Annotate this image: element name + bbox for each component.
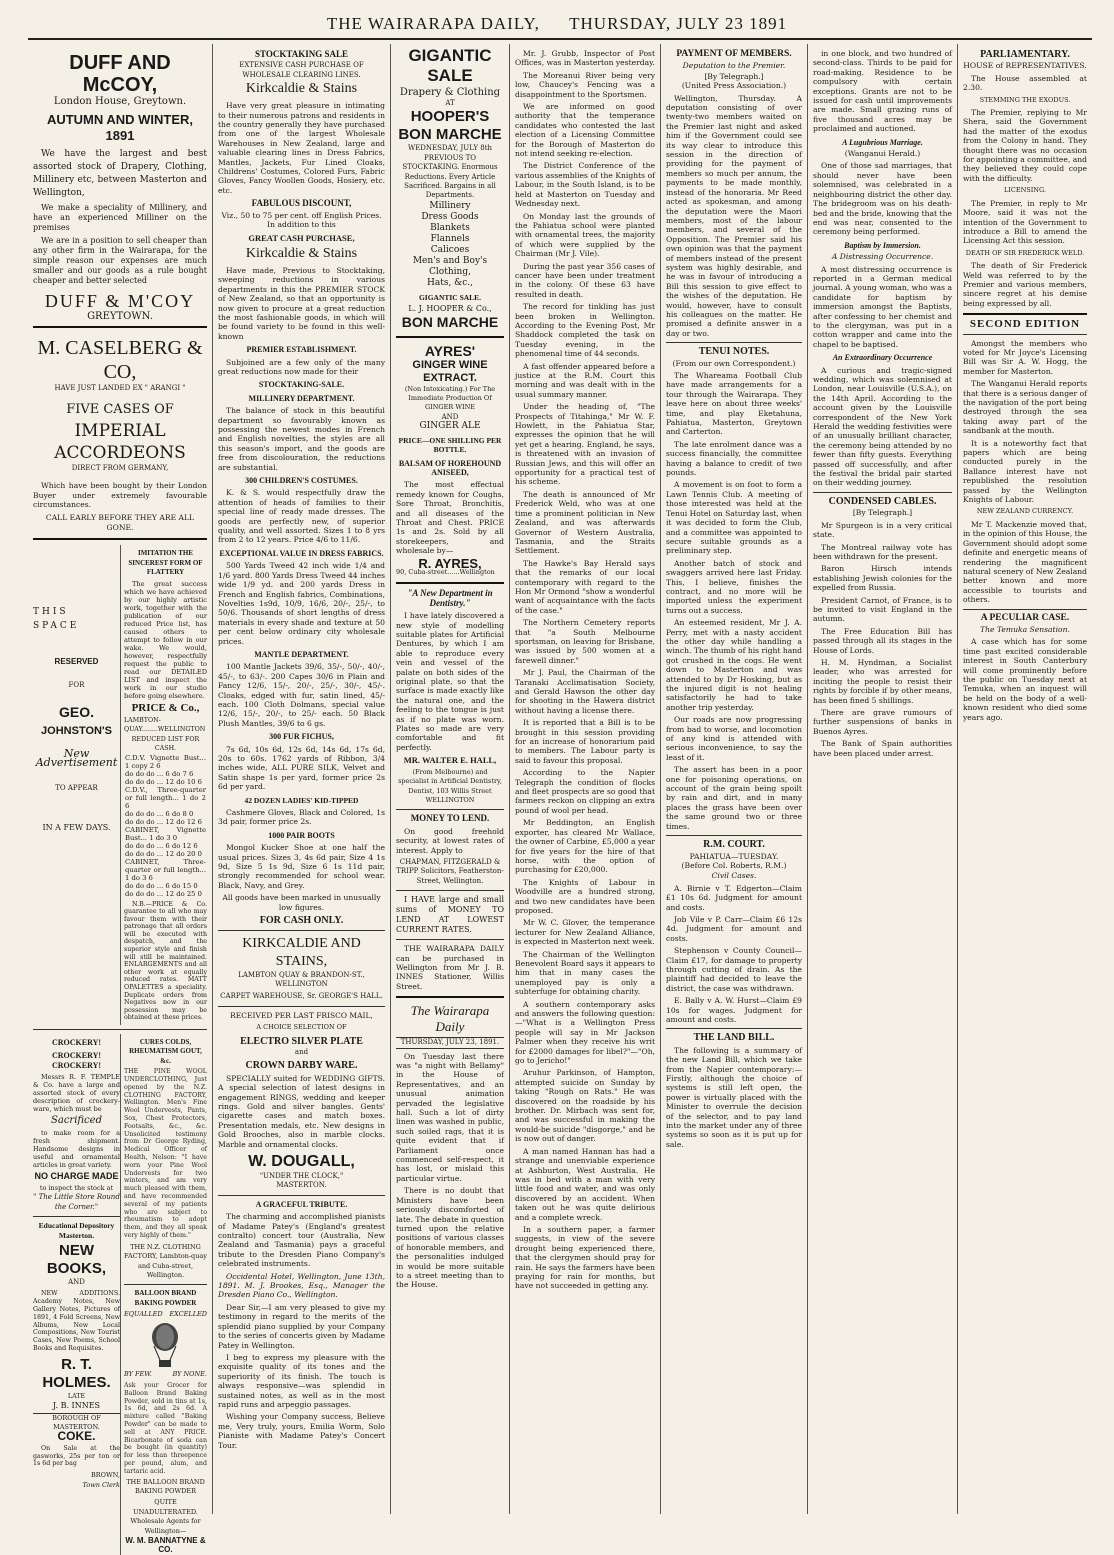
divider — [396, 582, 504, 584]
land-bill-title: THE LAND BILL. — [693, 1032, 775, 1044]
balloon-bottom: THE BALLOON BRAND BAKING POWDER — [126, 1477, 205, 1495]
stocktaking-title: STOCKTAKING SALE — [255, 49, 348, 59]
ginger-sub: (Non Intoxicating.) For The Immediate Production Of GINGER WINE — [404, 384, 496, 412]
kirkcaldie-paragraph-1: Have very great pleasure in intimating to their numerous patrons and residents in the country generally they have purchased from one of the largest Wholesale Warehouses in New Zealand, large and valuable clearing lines in Dress Fabrics, Mantles, Jackets, Fur Lined Cloaks, Childrens' Costumes, Colored Furs, Fabric Gloves, Fancy Woollen Goods, Hosiery, etc. etc. — [218, 101, 385, 195]
balsam-paragraph: The most effectual remedy known for Coughs, Sore Throat, Bronchitis, and all diseases of the Throat and Chest. PRICE 1s and 2s. Sold by all storekeepers, and wholesale by— — [396, 480, 504, 556]
tenui-paragraph: Another batch of stock and swaggers arrived here last Friday. This, I believe, finishes the contract, and no more will be imported unless the experiment turns out a success. — [666, 558, 802, 615]
space-days: IN A FEW DAYS. — [42, 823, 111, 833]
news-paragraph: During the past year 356 cases of cancer have been under treatment in the colony. Of these 63 have resulted in death. — [515, 261, 655, 299]
price-row: do do do ... 12 do 20 0 — [124, 849, 202, 858]
price-row: do do do ... 6 do 7 6 — [124, 769, 194, 778]
price-nb: N.B.—PRICE & Co. guarantee to all who may favour them with their patronage that all orders will be executed with despatch, and the superior style and finish will still be maintained. ENLARGEMENTS and all other work at equally reduced rates. MATT OPALETTES a speciality. Duplicate orders from Negatives now in our possession may be obtained at these prices. — [123, 900, 207, 1022]
all-goods: All goods have been marked in unusually low figures. — [222, 893, 381, 912]
price-address: LAMBTON-QUAY........WELLINGTON — [123, 716, 206, 734]
edu-new-books: NEW BOOKS, — [46, 1242, 107, 1278]
news-paragraph: Under the heading of, "The Prospects of Titahinga," Mr W. F. Howlett, in the Pahiatua Star, expresses the opinion that he will yet get a hearing. England, he says, is threatened with an invasion of Russian Jews, and this will offer an opportunity for a practical test of his scheme. — [515, 402, 655, 487]
dentist-paragraph: I have lately discovered a new style of modelling suitable plates for Artificial Dentures, by which I am able to reproduce every vein and vessel of the palate on both sides of the original plate, so that the surface is made exactly like the natural one, and the feeling to the tongue is just as if no plate was worn. Plates so made are very comfortable and fit perfectly. — [396, 611, 504, 752]
balloon-paragraph: Ask your Grocer for Balloon Brand Baking Powder, sold in tins at 1s, 1s 6d, and 2s 6d. A mixture called "Baking Powder" can be made to sell at ANY PRICE. Bicarbonate of soda can be bought (in quantity) for less than threepence per pound, alum, and tartaric acid. — [123, 1382, 207, 1475]
caselberg-subtitle: HAVE JUST LANDED EX " ARANGI " — [54, 384, 186, 393]
news-paragraph: Aruhur Parkinson, of Hampton, attempted suicide on Sunday by taking "Rough on Rats." He was discovered on the roadside by his brother. Dr. Mirbach was sent for, and was successful in making the would-be suicide "disgorge," and he is now out of danger. — [515, 1068, 655, 1144]
news-paragraph: The Hawke's Bay Herald says that the remarks of our local contemporary with regard to the Hon Mr Ormond "show a wonderful want of acquaintance with the facts of the case." — [515, 558, 655, 615]
second-paragraph: It is a noteworthy fact that papers which are being conducted purely in the Ballance interest have not republished the resolution passed by the Wellington Knights of Labour. — [963, 438, 1087, 505]
price-row: CABINET, Vignette Bust... 1 do 3 0 — [124, 825, 206, 842]
duff-subtitle: London House, Greytown. — [53, 96, 187, 107]
children-title: 300 CHILDREN'S COSTUMES. — [245, 476, 358, 486]
column-7 — [958, 44, 1092, 1514]
caselberg-title: M. CASELBERG & CO, — [37, 337, 203, 384]
condensed-item: Mr Spurgeon is in a very critical state. — [813, 520, 952, 540]
nz-title: NEW ZEALAND CURRENCY. — [976, 507, 1074, 516]
gigantic-drapery: Drapery & Clothing — [399, 87, 501, 98]
balloon-title: BALLOON BRAND BAKING POWDER — [134, 1289, 197, 1307]
caselberg-call: CALL EARLY BEFORE THEY ARE ALL GONE. — [45, 513, 195, 532]
divider — [218, 1195, 385, 1196]
divider — [963, 334, 1087, 335]
money-paragraph: On good freehold security, at lowest rates of interest. Apply to — [396, 826, 504, 855]
kirkcaldie-address: LAMBTON QUAY & BRANDON-ST., WELLINGTON — [238, 970, 365, 988]
wd-date: THURSDAY, JULY 23, 1891. — [396, 1037, 504, 1048]
tribute-title: A GRACEFUL TRIBUTE. — [255, 1199, 348, 1209]
baptism-sub: A Distressing Occurrence. — [831, 252, 934, 262]
peculiar-paragraph: A case which has for some time past excited considerable interest in South Canterbury will come prominently before the public on Tuesday next at Temuka, when an inquest will be held on the body of a well-known resident who died some years ago. — [963, 637, 1087, 722]
hall-subtitle: (From Melbourne) and specialist in Artificial Dentistry, Dentist, 103 Willis Street WELLINGTON — [398, 767, 502, 804]
imitation-title: IMITATION THE SINCEREST FORM OF FLATTERY — [128, 549, 203, 577]
cash-only: FOR CASH ONLY. — [259, 915, 344, 927]
column-3 — [391, 44, 510, 1514]
condensed-title: CONDENSED CABLES. — [828, 495, 937, 507]
baptism-title: Baptism by Immersion. — [844, 240, 921, 250]
crockery-sacrificed: Sacrificed — [51, 1115, 102, 1127]
condensed-item: There are grave rumours of further suspensions of banks in Buenos Ayres. — [813, 708, 952, 736]
column-6 — [808, 44, 958, 1514]
wd-paragraph: THE WAIRARAPA DAILY can be purchased in Wellington from Mr J. B. INNES Stationer, Willis Street. — [396, 944, 504, 991]
borough-title: BOROUGH OF MASTERTON. — [33, 1413, 120, 1433]
death-title: DEATH OF SIR FREDERICK WELD. — [965, 248, 1085, 257]
editorial-paragraph-1: On Tuesday last there was "a night with Bellamy" in the House of Representatives, and an unusual animation pervaded the legislative hall. Such a lot of dirty linen was washed in public, such soiled rags, that it is quite evident that if Parliament once commenced self-respect, it has lost, or mislaid this particular virtue. — [396, 1051, 504, 1183]
price-row: C.D.V., Three-quarter or full length... 1 do 2 6 — [124, 785, 206, 810]
millinery-title: MILLINERY DEPARTMENT. — [248, 393, 355, 403]
tenui-paragraph: An esteemed resident, Mr J. A. Perry, met with a nasty accident the other day while handling a winch. The thumb of his right hand got crushed in the cogs. He went down to Masterton and was attended to by Dr Hosking, but as the injured digit is not healing satisfactorily he had to take another trip yesterday. — [666, 618, 802, 712]
ginger-price: PRICE—ONE SHILLING PER BOTTLE. — [398, 435, 502, 455]
duff-paragraph-3: We are in a position to sell cheaper than any other firm in the Wairarapa, for the simple reason our expenses are much smaller and our goods as a rule bought cheaper and better selected — [33, 236, 207, 285]
kirkcaldie-title-2: Kirkcaldie & Stains — [245, 245, 358, 261]
electro-silver: ELECTRO SILVER PLATE — [240, 1035, 363, 1047]
licensing-paragraph: The Premier, in reply to Mr Moore, said it was not the intention of the Government to introduce a Bill to amend the Licensing Act this session. — [963, 198, 1087, 246]
subjoined-paragraph: Subjoined are a few only of the many great reductions now made for their — [218, 357, 385, 376]
rm-court-sub: PAHIATUA—TUESDAY. — [689, 851, 779, 861]
dougall-name: W. DOUGALL, — [248, 1153, 355, 1170]
cures-title: CURES COLDS, RHEUMATISM GOUT, &c. — [129, 1038, 202, 1065]
payment-paragraph: Wellington, Thursday. A deputation consisting of over twenty-two members waited on the Premier last night and asked him if the Government could see its way clear to introduce this session in the direction of providing for the payment of members so much per annum, the payments to be made monthly, instead of the honoraria. Mr Reed acted as spokesman, and among the deputation were the Maori members, most of the labour members, and several of the Opposition. The Premier said his own opinion was that the payment of members instead of the present system was highly desirable, and he was in favour of introducing a Bill this session to give effect to the wishes of the deputation. He would, however, have to consult his colleagues on the matter. He promised a definite answer in a day or two. — [666, 93, 802, 338]
parliament-sub: HOUSE of REPRESENTATIVES. — [963, 61, 1087, 71]
price-list-title: REDUCED LIST FOR CASH. — [131, 735, 200, 753]
land-bill-paragraph: The following is a summary of the new Land Bill, which we take from the Napier contemporary:—Firstly, although the choice of systems is still left open, the power is virtually placed with the Minister to overrule the decision of the selector, and to pay land into the market under any of three systems so soon as it is put up for sale. — [666, 1045, 802, 1149]
news-paragraph: A fast offender appeared before a justice at the R.M. Court this morning and was dealt with in the usual summary manner. — [515, 361, 655, 399]
column-2 — [213, 44, 391, 1514]
condensed-by: [By Telegraph.] — [852, 508, 913, 518]
received-frisco: RECEIVED PER LAST FRISCO MAIL, — [230, 1010, 373, 1020]
news-paragraph: The record for tinkling has just been broken in Wellington. According to the Evening Post, Mr Shaddock completed the task on Tuesday evening, in the phenomenal time of 44 seconds. — [515, 302, 655, 359]
space-appear: TO APPEAR — [55, 783, 98, 792]
parliament-paragraph: The House assembled at 2.30. — [963, 73, 1087, 93]
caselberg-imperial: IMPERIAL ACCORDEONS — [54, 420, 186, 463]
tenui-paragraph: A movement is on foot to form a Lawn Tennis Club. A meeting of those interested was held at the Tenui Hotel on Saturday last, when it was decided to form the Club, and a committee was appointed to secure suitable grounds as a preliminary step. — [666, 480, 802, 556]
stemming-title: STEMMING THE EXODUS. — [979, 95, 1071, 104]
coke-brown: BROWN, — [90, 1471, 120, 1480]
divider — [218, 1006, 385, 1007]
tribute-paragraph-4: I beg to express my pleasure with the exquisite quality of its tones and the superiority of its finish. The touch is always responsive—was splendid in sustained notes, as well as in the most rapid runs and arpeggio passages. — [218, 1352, 385, 1409]
price-row: CABINET, Three-quarter or full length... 1 do 3 6 — [124, 857, 206, 882]
hooper-title: HOOPER'S — [410, 108, 490, 126]
news-paragraph: The District Conference of the various assemblies of the Knights of Labour, in the South Island, is to be held at Masterton on Tuesday and Wednesday next. — [515, 161, 655, 209]
edu-paragraph: NEW ADDITIONS. Academy Notes, New Gallery Notes, Pictures of 1891, 4 Fold Screens, New Albums, New Local Compositions, New Tourist Cases, New Poems, School Books and Requisites. — [33, 1290, 120, 1353]
divider — [813, 492, 952, 493]
news-paragraph: Mr J. Paul, the Chairman of the Taranaki Acclimatisation Society, and Gerald Hawson the other day for shooting in the Hawera district without having a license there. — [515, 668, 655, 715]
cures-paragraph: THE PINE WOOL UNDERCLOTHING, Just opened by the N.Z. CLOTHING FACTORY, Wellington. Men's Fine Wool Undervests, Pants, Sox, Chest Protectors, Footsalts, &c., &c. Unsolicited testimony from Dr George Ryding, Medical Officer of Health, Nelson: "I have worn your Pine Wool Undervests for two winters, and am very much pleased with them, and have recommended several of my patients who are subject to rheumatism to adopt them, and they all speak very highly of them." — [123, 1068, 207, 1239]
price-row: do do do ... 12 do 10 6 — [124, 777, 202, 786]
price-row: C.D.V. Vignette Bust... 1 copy 2 6 — [124, 753, 206, 770]
news-paragraph: A southern contemporary asks and answers the following question:—"What is a Wellington Press people will say in Mr Jackson Palmer when they receive his writ for £2000 damages for libel?"—"Oh, go to Jericho!" — [515, 999, 655, 1066]
price-row: do do do ... 6 do 8 0 — [124, 809, 194, 818]
news-paragraph: On Monday last the grounds of the Pahiatua school were planted with ornamental trees, the majority of which were supplied by the Chairman (Mr J. Vile). — [515, 211, 655, 259]
rm-court-case: E. Bally v A. W. Hurst—Claim £9 10s for wages. Judgment for amount and costs. — [666, 996, 802, 1024]
tribute-paragraph-1: The charming and accomplished pianists of Madame Patey's (England's greatest contralto) concert tour (Australia, New Zealand and Tasmania) pays a graceful tribute to the Dresden Piano Company's celebrated instruments. — [218, 1212, 385, 1269]
gigantic-paragraph: WEDNESDAY, JULY 8th PREVIOUS TO STOCKTAKING. Enormous Reductions. Every Article Sacrificed. Bargains in all Departments. — [402, 144, 498, 200]
mantle-paragraph: 100 Mantle Jackets 39/6, 35/-, 50/-, 40/-, 45/-, to 63/-. 200 Capes 30/6 in Plain and Fancy 12/6, 15/-, 20/-, 25/-, 30/-, 45/-. Cloaks, edged with fur, satin lined, 45/- each. 100 Cloth Dolmans, special value 12/6, 15/-, 20/-, to 25/- each. 50 Black Plush Mantles, 39/6 to 6 gs. — [218, 662, 385, 728]
divider — [218, 930, 385, 931]
tenui-title: TENUI NOTES. — [698, 346, 770, 358]
electro-and: and — [294, 1047, 309, 1056]
kid-paragraph: Cashmere Gloves, Black and Colored, 1s 3d pair, former price 2s. — [218, 808, 385, 827]
divider — [666, 342, 802, 343]
condensed-item: The Bank of Spain authorities have been placed under arrest. — [813, 739, 952, 758]
price-row: do do do ... 6 do 15 0 — [124, 881, 198, 890]
news-paragraph: In a southern paper, a farmer suggests, in view of the severe drought being experienced there, that the clergymen should pray for rain. He says the farmers have been praying for rain for months, but have not succeeded in getting any. — [515, 1224, 655, 1291]
parliament-paragraph: The Premier, replying to Mr Shera, said the Government had the matter of the exodus from the Colony in hand. They thought there was no occasion for appointing a committee, and they believed they could cope with the difficulty. — [963, 108, 1088, 183]
payment-title: PAYMENT OF MEMBERS. — [676, 49, 792, 59]
price-title: PRICE & Co., — [131, 702, 200, 715]
crown-darby: CROWN DARBY WARE. — [245, 1060, 358, 1072]
news-paragraph: It is reported that a Bill is to be brought in this session providing for an increase of honorarium paid to members. The Labour party is said to favour this proposal. — [515, 718, 655, 765]
tenui-paragraph: Our roads are now progressing from bad to worse, and locomotion of any kind is attended with serious inconvenience, to say the least of it. — [666, 715, 802, 762]
gigantic-sale: GIGANTIC SALE. — [418, 292, 482, 302]
gigantic-item: Millinery — [429, 200, 471, 211]
children-paragraph: K. & S. would respectfully draw the attention of heads of families to their special line of ready made dresses. The goods are perfectly new, of superior quality, and well assorted. Sizes 1 to 8 yrs from 2 to 12 years. Price 4/6 to 11/6. — [218, 488, 385, 545]
news-paragraph: The Knights of Labour in Woodville are a hundred strong, and two new candidates have been proposed. — [515, 877, 655, 915]
gigantic-at: AT — [445, 99, 455, 107]
great-cash: GREAT CASH PURCHASE, — [248, 232, 355, 243]
gigantic-item: Flannels — [430, 233, 470, 244]
tenui-subtitle: (From our own Correspondent.) — [672, 358, 796, 368]
news-paragraph: The Moreanui River being very low, Chaucey's Fencing was a disappointment to the Sportsmen. — [515, 70, 655, 99]
kirkcaldie-title-1: Kirkcaldie & Stains — [245, 81, 358, 97]
news-paragraph: The Chairman of the Wellington Benevolent Board says it appears to him that in many cases the unemployed pay is only a subterfuge for obtaining charity. — [515, 949, 655, 997]
bon-marche-2: BON MARCHE — [401, 313, 499, 330]
price-table — [124, 754, 207, 898]
gigantic-item: Dress Goods — [421, 211, 479, 222]
tribute-sign: Wishing your Company success, Believe me, Very truly, yours, Emilia Worm, Solo Pianiste with Madame Patey's Concert Tour. — [218, 1412, 385, 1450]
space-johnston: JOHNSTON'S — [41, 725, 112, 738]
nz-paragraph: Mr T. Mackenzie moved that, in the opinion of this House, the Government should adopt some definite and energetic means of rendering the magnificent natural scenery of New Zealand better known and more accessible to tourists and others. — [963, 519, 1087, 605]
crockery-paragraph: Messrs R. F. TEMPLE & Co. have a large and assorted stock of every description of crockery-ware, which must be — [33, 1073, 120, 1114]
crockery-store: " The Little Store Round the Corner." — [33, 1193, 120, 1211]
dougall-town: MASTERTON. — [276, 1181, 327, 1190]
duff-paragraph-2: We make a speciality of Millinery, and have an experienced Milliner on the premises — [33, 203, 207, 232]
space-this: THIS SPACE — [33, 607, 80, 632]
lugubrious-paragraph: One of those sad marriages, that should never have been solemnised, was celebrated in a neighbouring district the other day. The bridegroom was on his death-bed and the bride, knowing that the end was near, consented to the ceremony being performed. — [813, 161, 952, 237]
condensed-item: President Carnot, of France, is to be invited to visit England in the autumn. — [813, 595, 952, 624]
special-paragraph: SPECIALLY suited for WEDDING GIFTS. A special selection of latest designs in engagement RINGS, wedding and keeper rings. Gold and silver bangles. Gents' cigarette cases and match boxes. Presentation medals, etc. New designs in Gold Brooches, also in marble clocks. Marble and ornamental clocks. — [218, 1073, 385, 1149]
chapman: CHAPMAN, FITZGERALD & TRIPP Solicitors, Featherston-Street, Wellington. — [396, 857, 504, 885]
crockery-no-charge: NO CHARGE MADE — [34, 1170, 119, 1181]
duff-town: GREYTOWN. — [87, 311, 153, 322]
space-reserved: RESERVED — [54, 657, 99, 667]
news-paragraph: We are informed on good authority that the temperance candidates who contested the last election of a Licensing Committee for the Borough of Masterton do not intend seeking re-election. — [515, 102, 655, 159]
payment-subtitle: Deputation to the Premier. — [682, 61, 786, 71]
imitation-paragraph: The great success which we have achieved by our highly artistic work, together with the publication of our reduced Price list, has caused others to attempt to follow in our wake. We would, however, respectfully request the public to read our DETAILED LIST and inspect the work in our studio before going elsewhere. — [123, 580, 207, 701]
news-paragraph: The Northern Cemetery reports that "a South Melbourne sportsman, on leaving for Brisbane, was issued by 500 women at a farewell dinner." — [515, 618, 655, 665]
carpet-warehouse: CARPET WAREHOUSE, Sr. GEORGE'S HALL. — [220, 992, 383, 1001]
balloon-bannatyne: W. M. BANNATYNE & CO. — [125, 1536, 206, 1555]
crockery-title-2: CROCKERY! CROCKERY! — [51, 1051, 102, 1070]
space-geo: GEO. — [58, 704, 94, 721]
parliament-title: PARLIAMENTARY. — [980, 49, 1070, 60]
gigantic-item: Hats, &c., — [427, 277, 473, 288]
second-paragraph: Amongst the members who voted for Mr Joyce's Licensing Bill was Sir A. W. Hogg, the member for Masterton. — [963, 338, 1087, 376]
ginger-ale: GINGER ALE — [419, 421, 481, 432]
news-paragraph: According to the Napier Telegraph the condition of flocks and fleet prospects are so good that farmers reckon on clipping an extra pound of wool per head. — [515, 768, 655, 815]
crockery-paragraph-2: to make room for a fresh shipment. Handsome designs in useful and ornamental articles in great variety. — [33, 1128, 120, 1169]
bon-marche-title: BON MARCHE — [398, 126, 502, 144]
premier-title: PREMIER ESTABLISHMENT. — [246, 345, 357, 355]
ayres-address: 90, Cuba-street......Wellington — [396, 567, 495, 576]
balloon-row: EQUALLED EXCELLED — [123, 1310, 207, 1319]
kirkcaldie-paragraph-2: Have made, Previous to Stocktaking, sweeping reductions in various departments in this the PREMIER STOCK of New Zealand, so that an opportunity is now given to procure at a great reduction the most fashionable goods, in which will be found variety to be found in this well-known — [218, 265, 385, 341]
divider — [396, 996, 504, 998]
lugubrious-title: A Lugubrious Marriage. — [842, 137, 923, 147]
stocktaking-sale: STOCKTAKING-SALE. — [258, 380, 345, 390]
divider — [33, 1216, 120, 1217]
condensed-item: The Free Education Bill has passed through all its stages in the House of Lords. — [813, 626, 952, 655]
price-row: do do do ... 6 do 12 6 — [124, 841, 198, 850]
boots-title: 1000 PAIR BOOTS — [268, 830, 335, 840]
condensed-item: The Montreal railway vote has been withdrawn for the present. — [813, 542, 952, 561]
masthead-title: THE WAIRARAPA DAILY, — [326, 14, 540, 33]
column-1 — [28, 44, 213, 1555]
divider — [963, 609, 1087, 610]
caselberg-five-cases: FIVE CASES OF — [66, 401, 174, 417]
editorial-paragraph-2: There is no doubt that Ministers have been seriously discomforted of late. The debate in question turned upon the relative positions of various classes of honorable members, and the personalities indulged in would be more suitable to a street meeting than to the House. — [396, 1186, 504, 1290]
coke-title: COKE. — [57, 1429, 96, 1444]
dougall-subtitle: "UNDER THE CLOCK," — [259, 1172, 344, 1180]
gigantic-item: Men's and Boy's Clothing, — [412, 255, 488, 277]
divider — [33, 1029, 207, 1030]
divider — [396, 890, 504, 891]
ginger-and: AND — [441, 412, 459, 421]
extraordinary-paragraph: A curious and tragic-signed wedding, which was solemnised at London, near Louisville (U.S.A.), on the 14th April. According to the account given by the Louisville correspondent of the New York Herald the wedding festivities were of an unusually brilliant character, the ceremony being attended by no fewer than fifty guests. Everything passed off successfully, and after the festival the bridal pair started on their wedding journey. — [813, 365, 952, 488]
divider — [33, 538, 207, 540]
hooper-co: L. J. HOOPER & Co., — [408, 304, 492, 314]
holmes-late: LATE — [67, 1392, 86, 1400]
rm-court-title: R.M. COURT. — [703, 839, 765, 851]
fur-paragraph: 7s 6d, 10s 6d, 12s 6d, 14s 6d, 17s 6d, 20s to 60s. 1762 yards of Ribbon, 3/4 inches wide, ALL PURE SILK, Velvet and Satin shape 1s per yard, former price 2s 6d per yard. — [218, 744, 385, 792]
crockery-inspect: to inspect the stock at — [39, 1184, 114, 1193]
masthead-rule — [28, 38, 1092, 40]
land-bill-continued: in one block, and two hundred of second-class. Thirds to be paid for road-making. Residence to be compulsory with certain exceptions. Grants are not to be issued for cash until improvements are made. Small grazing runs of five thousand acres may be proclaimed and auctioned. — [813, 49, 952, 134]
baptism-paragraph: A most distressing occurrence is reported in a German medical journal. A young woman, who was a candidate for baptism by immersion amongst the Baptists, after confessing to her chemist and to the clergyman, was put in a cotton wrapper and came into the chapel to be baptised. — [813, 264, 952, 349]
boots-paragraph: Mongol Kucker Shoe at one half the usual prices. Sizes 3, 4s 6d pair, Size 4 1s 9d, Size 5 1s 9d, Size 6 1s 11d pair, strongly recommended for school wear. Black, Navy, and Grey. — [218, 843, 385, 890]
duff-paragraph-1: We have the largest and best assorted stock of Drapery, Clothing, Millinery etc, between Masterton and Wellington, — [33, 149, 207, 198]
payment-press: (United Press Association.) — [681, 81, 787, 91]
edu-title: Educational Depository Masterton. — [38, 1221, 115, 1240]
licensing-title: LICENSING. — [1003, 186, 1047, 195]
gigantic-item: Calicoes — [430, 244, 470, 255]
holmes-name: R. T. HOLMES. — [42, 1355, 111, 1391]
second-edition-title: SECOND EDITION — [969, 318, 1081, 331]
rm-court-case: Job Vile v P. Carr—Claim £6 12s 4d. Judgment for amount and costs. — [666, 914, 802, 943]
news-paragraph: Mr W. C. Glover, the temperance lecturer for New Zealand Alliance, is expected in Masterton next week. — [515, 918, 655, 947]
dentist-title: "A New Department in Dentistry." — [407, 588, 493, 608]
tribute-paragraph-2: Occidental Hotel, Wellington, June 13th, 1891. M. J. Brookes, Esq., Manager the Dresden Piano Co., Wellington. — [218, 1271, 385, 1300]
mantle-title: MANTLE DEPARTMENT. — [254, 649, 349, 659]
r-ayres: R. AYRES, — [418, 555, 482, 571]
kid-title: 42 DOZEN LADIES' KID-TIPPED — [244, 795, 359, 805]
news-paragraph: The death is announced of Mr Frederick Weld, who was at one time a prominent politician in New Zealand, and was afterwards Governor of Western Australia, Tasmania, and the Straits Settlement. — [515, 489, 655, 556]
gigantic-item: Blankets — [430, 222, 470, 233]
millinery-paragraph: The balance of stock in this beautiful department so favourably known as possessing the newest modes in French and English novelties, the styles are all this season's import, and the goods are free from discolouration, the reductions are substantial. — [218, 406, 385, 472]
condensed-item: H. M. Hyndman, a Socialist leader, who was arrested for inciting the people to resist their rights by forcible if by other means, has been fined 5 shillings. — [813, 657, 952, 705]
rm-court-case: A. Birnie v T. Edgerton—Claim £1 10s 6d. Judgment for amount and costs. — [666, 883, 802, 912]
kirkcaldie-title-3: KIRKCALDIE AND STAINS, — [242, 935, 361, 969]
exceptional-paragraph: 500 Yards Tweed 42 inch wide 1/4 and 1/6 yard. 800 Yards Dress Tweed 44 inches wide 1/9 yd. and 200 yards Dress in French and English fabrics, Combinations, Novelties 1s9d, 10/9, 16/6, 20/-, 25/-, to 50/6. Thousands of short lengths of dress materials in every shade and texture at 50 per cent below ordinary city wholesale prices. — [218, 561, 385, 646]
column-4 — [510, 44, 661, 1514]
coke-paragraph: On Sale at the gasworks, 25s per ton or 1s 6d per bag — [33, 1444, 120, 1468]
balloon-row-2: BY FEW. BY NONE. — [123, 1369, 207, 1378]
sums-paragraph: I HAVE large and small sums of MONEY TO LEND AT LOWEST CURRENT RATES. — [396, 895, 504, 935]
news-paragraph: Mr Beddington, an English exporter, has cleared Mr Wallace, the owner of Carbine, £5,000 a year for five years for the hire of that horse, with the option of purchasing for £20,000. — [515, 818, 655, 875]
divider — [963, 313, 1087, 315]
fur-title: 300 FUR FICHUS, — [269, 732, 334, 742]
rm-court-case: Stephenson v County Council—Claim £17, for damage to property through cutting of drain. As the plaintiff had decided to leave the district, the case was withdrawn. — [666, 946, 802, 993]
duff-logo: DUFF & M'COY — [44, 291, 196, 311]
extraordinary-title: An Extraordinary Occurrence — [832, 353, 933, 363]
fabulous-paragraph: Viz., 50 to 75 per cent. off English Prices. In addition to this — [221, 210, 382, 230]
peculiar-title: A PECULIAR CASE. — [980, 612, 1070, 623]
balloon-image — [124, 1320, 207, 1370]
space-for: FOR — [68, 680, 85, 689]
caselberg-paragraph: Which have been bought by their London Buyer under extremely favourable circumstances. — [33, 481, 207, 510]
rm-court-civil: Civil Cases. — [711, 871, 757, 881]
price-row: do do do ... 12 do 12 6 — [124, 817, 202, 826]
space-new-ad: New Advertisement — [35, 746, 118, 770]
rm-court-before: (Before Col. Roberts, R.M.) — [681, 860, 787, 870]
coke-clerk: Town Clerk — [82, 1480, 120, 1489]
edu-and: AND — [68, 1278, 85, 1287]
choice-selection: A CHOICE SELECTION OF — [256, 1023, 347, 1032]
duff-title: DUFF AND McCOY, — [69, 52, 171, 96]
balsam-title: BALSAM OF HOREHOUND ANISEED, — [398, 458, 502, 477]
tenui-paragraph: The assert has been in a poor one for poisoning operations, on account of the grain being spoilt by rain and dirt, and in many places the grass have been over the same ground two or three times. — [666, 765, 802, 831]
divider — [666, 835, 802, 836]
duff-season: AUTUMN AND WINTER, 1891 — [46, 112, 194, 143]
divider — [396, 809, 504, 810]
exceptional-title: EXCEPTIONAL VALUE IN DRESS FABRICS. — [219, 548, 384, 558]
tenui-paragraph: The Whareama Football Club have made arrangements for a tour through the Wairarapa. They leave here on about three weeks' time, and play Eketahuna, Pahiatua, Masterton, Greytown and Carterton. — [666, 371, 802, 437]
masthead-date: THURSDAY, JULY 23 1891 — [569, 14, 788, 33]
peculiar-sub: The Temuka Sensation. — [980, 624, 1070, 634]
divider — [666, 1028, 802, 1029]
clothing-factory: THE N.Z. CLOTHING FACTORY, Lambton-quay and Cuba-street, Wellington. — [124, 1242, 207, 1279]
stocktaking-subtitle: EXTENSIVE CASH PURCHASE OF WHOLESALE CLEARING LINES. — [239, 61, 364, 79]
news-paragraph: Mr. J. Grubb, Inspector of Post Offices, was in Masterton yesterday. — [515, 49, 655, 68]
divider — [124, 1284, 207, 1285]
wd-logo: The Wairarapa Daily — [410, 1003, 490, 1035]
balloon-pure: QUITE UNADULTERATED. — [133, 1498, 198, 1516]
lugubrious-sub: (Wanganui Herald.) — [844, 149, 921, 159]
crockery-title-1: CROCKERY! — [51, 1038, 102, 1047]
tenui-paragraph: The late enrolment dance was a success financially, the committee having a balance to credit of two pounds. — [666, 439, 802, 478]
condensed-item: Baron Hirsch intends establishing Jewish colonies for the expelled from Russia. — [813, 564, 952, 593]
divider — [33, 326, 207, 328]
innes-name: J. B. INNES — [52, 1401, 101, 1411]
second-paragraph: The Wanganui Herald reports that there is a serious danger of the navigation of the port being destroyed through the sea taking away part of the sandbank at the mouth. — [963, 379, 1087, 436]
money-title: MONEY TO LEND. — [410, 813, 490, 824]
ayres-title: AYRES' — [424, 342, 476, 359]
tribute-paragraph-3: Dear Sir,—I am very pleased to give my testimony in regard to the merits of the splendid piano supplied by your Company to the series of concerts given by Madame Patey in Wellington. — [218, 1302, 385, 1350]
payment-by: [By Telegraph.] — [704, 71, 764, 81]
hall-name: MR. WALTER E. HALL, — [403, 755, 497, 766]
divider — [396, 336, 504, 338]
divider — [396, 939, 504, 940]
fabulous-discount: FABULOUS DISCOUNT, — [251, 198, 352, 209]
death-paragraph: The death of Sir Frederick Weld was referred to by the Premier and various members, sincere regret at his demise being expressed by all. — [963, 261, 1087, 308]
price-row: do do do ... 12 do 25 0 — [124, 889, 202, 898]
gigantic-title: GIGANTIC SALE — [408, 46, 492, 85]
column-5 — [661, 44, 808, 1514]
balloon-icon — [148, 1322, 182, 1368]
caselberg-direct: DIRECT FROM GERMANY, — [71, 463, 169, 472]
ginger-title: GINGER WINE EXTRACT. — [412, 358, 488, 384]
balloon-agents: Wholesale Agents for Wellington— — [130, 1517, 201, 1535]
news-paragraph: A man named Hannan has had a strange and unenviable experience at Ashburton, West Australia. He was in bed with a man with very little food and water, and was only discovered by an accident. When taken out he was quite delirious and a complete wreck. — [515, 1146, 655, 1222]
